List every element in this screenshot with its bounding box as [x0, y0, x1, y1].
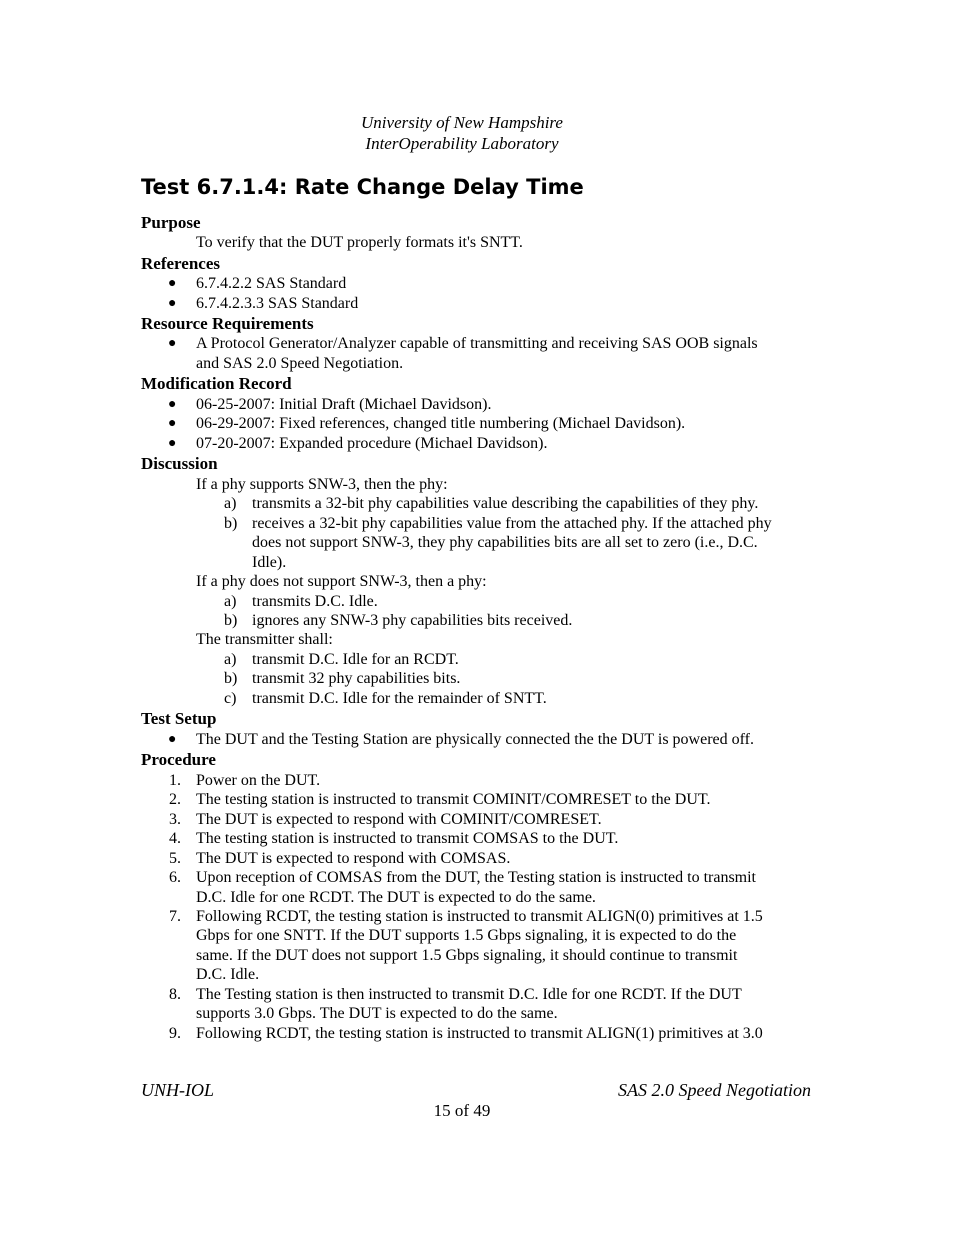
bullet-icon: ●: [168, 732, 177, 747]
procedure-line: same. If the DUT does not support 1.5 Gbps signaling, it should continue to transmit: [196, 947, 738, 964]
procedure-line: The Testing station is then instructed to transmit D.C. Idle for one RCDT. If the DUT: [196, 986, 742, 1003]
discussion-intro: The transmitter shall:: [196, 631, 333, 648]
footer-right: SAS 2.0 Speed Negotiation: [618, 1080, 811, 1100]
page-number: 15 of 49: [433, 1101, 491, 1120]
modification-heading: Modification Record: [141, 374, 292, 393]
discussion-item-line: Idle).: [252, 554, 287, 571]
bullet-icon: ●: [168, 336, 177, 351]
discussion-item: transmit 32 phy capabilities bits.: [252, 670, 461, 687]
procedure-line: D.C. Idle.: [196, 966, 260, 983]
reference-item: 6.7.4.2.3.3 SAS Standard: [196, 295, 359, 312]
step-number: 2.: [169, 791, 181, 808]
modification-item: 06-25-2007: Initial Draft (Michael Davidson).: [196, 396, 492, 413]
bullet-icon: ●: [168, 296, 177, 311]
list-marker: b): [224, 612, 238, 629]
footer-left: UNH-IOL: [141, 1080, 215, 1100]
modification-item: 07-20-2007: Expanded procedure (Michael Davidson).: [196, 435, 548, 452]
reference-item: 6.7.4.2.2 SAS Standard: [196, 275, 347, 292]
procedure-line: The DUT is expected to respond with COMSAS.: [196, 850, 511, 867]
step-number: 6.: [169, 869, 181, 886]
list-marker: b): [224, 670, 238, 687]
list-marker: a): [224, 495, 237, 512]
procedure-line: Upon reception of COMSAS from the DUT, the Testing station is instructed to transmit: [196, 869, 756, 886]
procedure-line: Gbps for one SNTT. If the DUT supports 1.5 Gbps signaling, it is expected to do the: [196, 927, 737, 944]
bullet-icon: ●: [168, 416, 177, 431]
step-number: 9.: [169, 1025, 181, 1042]
discussion-item: transmits a 32-bit phy capabilities value describing the capabilities of they phy.: [252, 495, 759, 512]
bullet-icon: ●: [168, 276, 177, 291]
procedure-line: Following RCDT, the testing station is instructed to transmit ALIGN(1) primitives at 3.0: [196, 1025, 763, 1042]
step-number: 7.: [169, 908, 181, 925]
bullet-icon: ●: [168, 436, 177, 451]
step-number: 5.: [169, 850, 181, 867]
procedure-line: The testing station is instructed to transmit COMINIT/COMRESET to the DUT.: [196, 791, 711, 808]
setup-item: The DUT and the Testing Station are physically connected the the DUT is powered off.: [196, 731, 754, 748]
procedure-line: The DUT is expected to respond with COMINIT/COMRESET.: [196, 811, 602, 828]
purpose-text: To verify that the DUT properly formats it's SNTT.: [196, 234, 523, 251]
procedure-line: Power on the DUT.: [196, 772, 321, 789]
procedure-line: Following RCDT, the testing station is instructed to transmit ALIGN(0) primitives at 1.5: [196, 908, 763, 925]
discussion-intro: If a phy does not support SNW-3, then a phy:: [196, 573, 487, 590]
discussion-heading: Discussion: [141, 454, 218, 473]
discussion-item: ignores any SNW-3 phy capabilities bits received.: [252, 612, 573, 629]
discussion-intro: If a phy supports SNW-3, then the phy:: [196, 476, 448, 493]
list-marker: a): [224, 651, 237, 668]
header-lab: InterOperability Laboratory: [365, 134, 559, 153]
header-university: University of New Hampshire: [361, 113, 563, 132]
purpose-heading: Purpose: [141, 213, 201, 232]
bullet-icon: ●: [168, 397, 177, 412]
procedure-heading: Procedure: [141, 750, 216, 769]
procedure-line: D.C. Idle for one RCDT. The DUT is expected to do the same.: [196, 889, 596, 906]
list-marker: a): [224, 593, 237, 610]
setup-heading: Test Setup: [141, 709, 217, 728]
list-marker: c): [224, 690, 237, 707]
discussion-item-line: does not support SNW-3, they phy capabilities bits are all set to zero (i.e., D.C.: [252, 534, 758, 551]
discussion-item-line: receives a 32-bit phy capabilities value from the attached phy. If the attached phy: [252, 515, 772, 532]
step-number: 8.: [169, 986, 181, 1003]
step-number: 1.: [169, 772, 181, 789]
list-marker: b): [224, 515, 238, 532]
step-number: 4.: [169, 830, 181, 847]
resource-item-line: and SAS 2.0 Speed Negotiation.: [196, 355, 404, 372]
procedure-line: supports 3.0 Gbps. The DUT is expected to do the same.: [196, 1005, 558, 1022]
discussion-item: transmits D.C. Idle.: [252, 593, 378, 610]
page-title: Test 6.7.1.4: Rate Change Delay Time: [141, 175, 584, 199]
procedure-line: The testing station is instructed to transmit COMSAS to the DUT.: [196, 830, 619, 847]
resources-heading: Resource Requirements: [141, 314, 314, 333]
resource-item-line: A Protocol Generator/Analyzer capable of transmitting and receiving SAS OOB signals: [196, 335, 758, 352]
step-number: 3.: [169, 811, 181, 828]
discussion-item: transmit D.C. Idle for the remainder of SNTT.: [252, 690, 547, 707]
modification-item: 06-29-2007: Fixed references, changed title numbering (Michael Davidson).: [196, 415, 686, 432]
references-heading: References: [141, 254, 220, 273]
discussion-item: transmit D.C. Idle for an RCDT.: [252, 651, 459, 668]
